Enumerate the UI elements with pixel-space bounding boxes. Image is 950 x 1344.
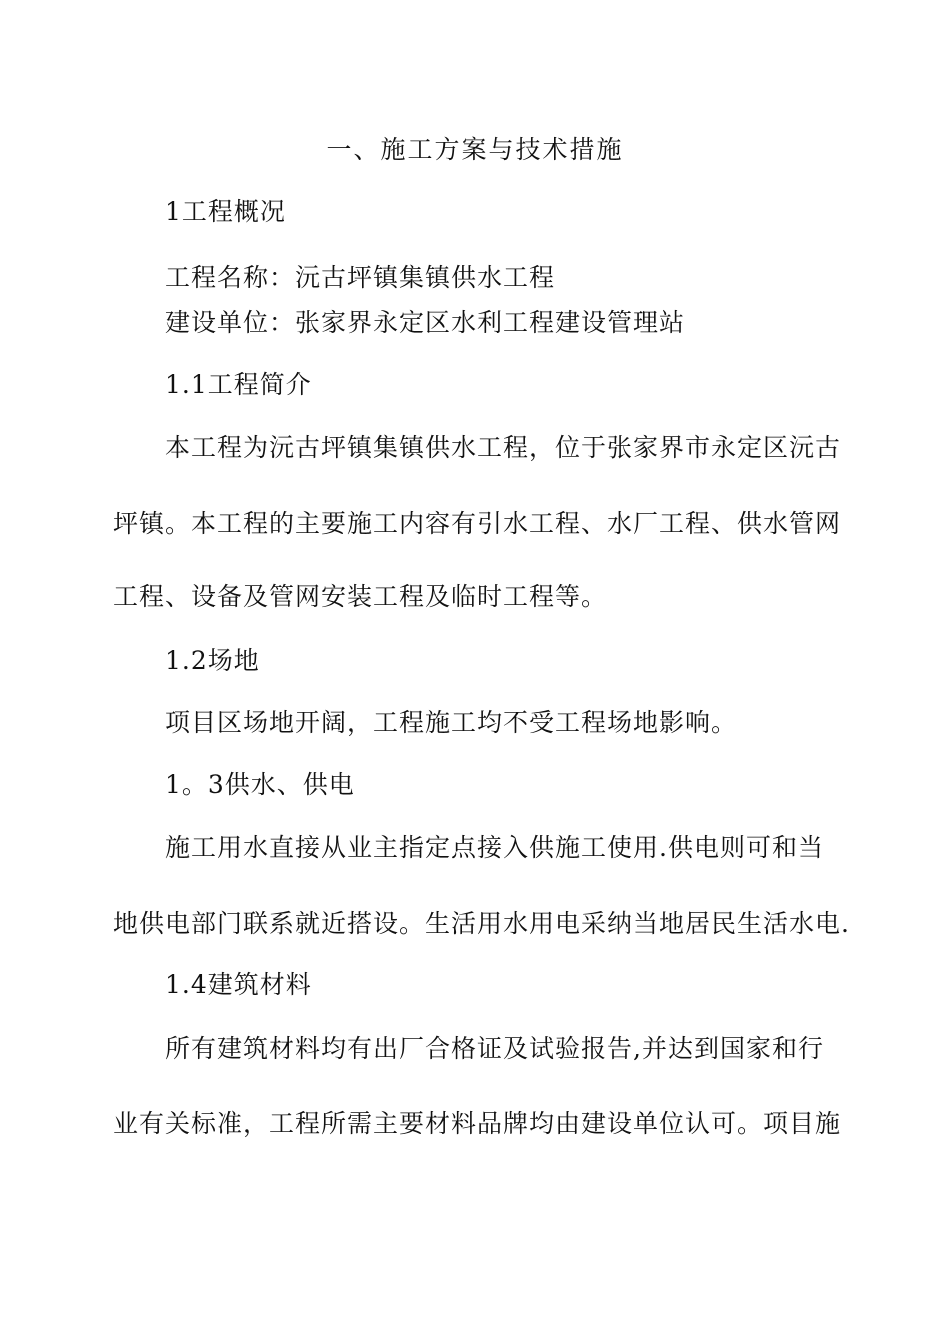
section-heading-1-4: 1.4建筑材料 xyxy=(165,970,312,999)
paragraph-line: 所有建筑材料均有出厂合格证及试验报告,并达到国家和行 xyxy=(165,1034,824,1063)
paragraph-line: 施工用水直接从业主指定点接入供施工使用.供电则可和当 xyxy=(165,833,824,862)
section-heading-1-2: 1.2场地 xyxy=(165,646,260,675)
paragraph-line: 本工程为沅古坪镇集镇供水工程，位于张家界市永定区沅古 xyxy=(165,433,842,462)
construction-unit-line: 建设单位：张家界永定区水利工程建设管理站 xyxy=(165,308,686,337)
paragraph-line: 坪镇。本工程的主要施工内容有引水工程、水厂工程、供水管网 xyxy=(113,509,842,538)
document-title: 一、施工方案与技术措施 xyxy=(326,135,624,164)
section-heading-1-1: 1.1工程简介 xyxy=(165,370,312,399)
section-heading-1: 1工程概况 xyxy=(165,197,286,226)
section-heading-1-3: 1。3供水、供电 xyxy=(165,770,355,799)
paragraph-line: 地供电部门联系就近搭设。生活用水用电采纳当地居民生活水电. xyxy=(113,909,850,938)
paragraph-line: 工程、设备及管网安装工程及临时工程等。 xyxy=(113,582,608,611)
paragraph-line: 业有关标准，工程所需主要材料品牌均由建设单位认可。项目施 xyxy=(113,1109,842,1138)
project-name-line: 工程名称：沅古坪镇集镇供水工程 xyxy=(165,263,556,292)
paragraph-line: 项目区场地开阔，工程施工均不受工程场地影响。 xyxy=(165,708,738,737)
